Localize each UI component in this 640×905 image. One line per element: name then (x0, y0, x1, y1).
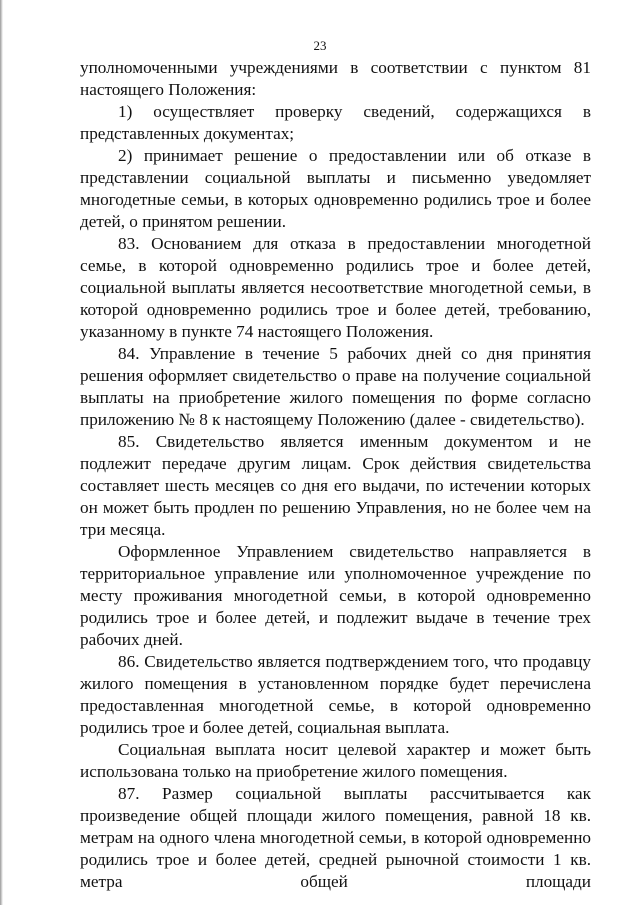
document-body (80, 57, 591, 893)
paragraph-certificate-delivery: Оформленное Управлением свидетельство направляется в территориальное управление или уполномоченное учреждение по месту проживания многодетной семьи, в которой одновременно родились трое и более детей, и подлежит выдаче в течение трех рабочих дней. (80, 542, 591, 649)
page-number: 23 (313, 38, 327, 53)
paragraph-clause-86: 86. Свидетельство является подтверждением того, что продавцу жилого помещения в установленном порядке будет перечислена предоставленная многодетной семье, в которой одновременно родились трое и более детей, социальная выплата. (80, 652, 591, 737)
scan-edge-shadow (0, 0, 3, 905)
paragraph-item-2: 2) принимает решение о предоставлении или об отказе в представлении социальной выплаты и письменно уведомляет многодетные семьи, в которых одновременно родились трое и более детей, о принятом решении. (80, 146, 591, 231)
paragraph-clause-84: 84. Управление в течение 5 рабочих дней со дня принятия решения оформляет свидетельство о праве на получение социальной выплаты на приобретение жилого помещения по форме согласно приложению № 8 к настоящему Положению (далее - свидетельство). (80, 344, 591, 429)
paragraph-clause-87: 87. Размер социальной выплаты рассчитывается как произведение общей площади жилого помещения, равной 18 кв. метрам на одного члена многодетной семьи, в которой одновременно родились трое и более детей, средней рыночной стоимости 1 кв. метра общей площади (80, 784, 591, 891)
paragraph-clause-85: 85. Свидетельство является именным документом и не подлежит передаче другим лицам. Срок действия свидетельства составляет шесть месяцев со дня его выдачи, по истечении которых он может быть продлен по решению Управления, но не более чем на три месяца. (80, 432, 591, 539)
paragraph-item-1: 1) осуществляет проверку сведений, содержащихся в представленных документах; (80, 102, 591, 143)
paragraph-clause-83: 83. Основанием для отказа в предоставлении многодетной семье, в которой одновременно родились трое и более детей, социальной выплаты является несоответствие многодетной семьи, в которой одновременно родились трое и более детей, требованию, указанному в пункте 74 настоящего Положения. (80, 234, 591, 341)
paragraph-target-purpose: Социальная выплата носит целевой характер и может быть использована только на приобретение жилого помещения. (80, 740, 591, 781)
paragraph-continuation: уполномоченными учреждениями в соответствии с пунктом 81 настоящего Положения: (80, 58, 591, 99)
